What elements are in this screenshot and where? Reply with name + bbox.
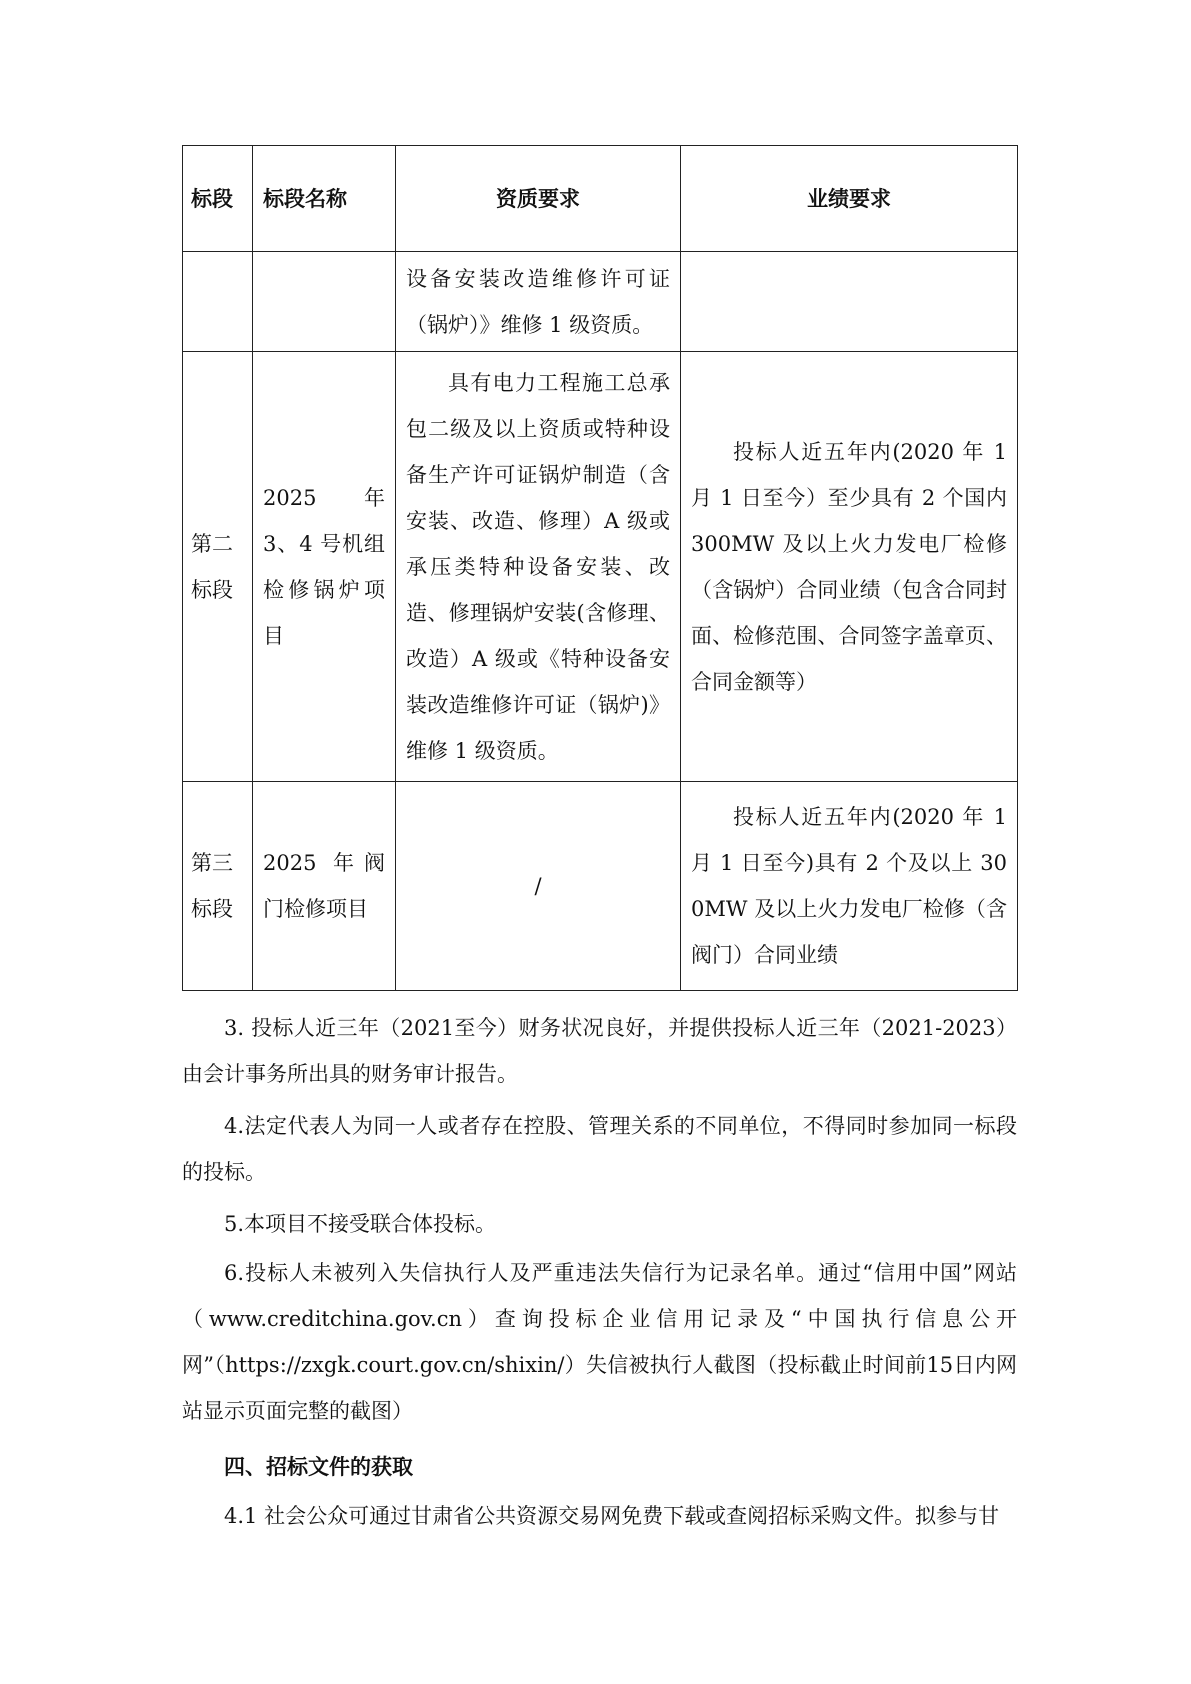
paragraph-4: 4.法定代表人为同一人或者存在控股、管理关系的不同单位，不得同时参加同一标段的投标。 <box>182 1114 1017 1184</box>
cell-performance: 投标人近五年内(2020 年 1 月 1 日至今）至少具有 2 个国内 300MW 及以上火力发电厂检修（含锅炉）合同业绩（包含合同封面、检修范围、合同签字盖章页、合同金额等） <box>681 352 1018 782</box>
cell-name: 2025 年 3、4 号机组检修锅炉项目 <box>253 352 396 782</box>
cell-qualification: / <box>396 782 681 991</box>
header-section: 标段 <box>183 146 253 252</box>
header-performance: 业绩要求 <box>681 146 1018 252</box>
table-row <box>183 352 1018 782</box>
table-row <box>183 252 1018 352</box>
table-row <box>183 782 1018 991</box>
qualification-table <box>182 145 1018 991</box>
header-name: 标段名称 <box>253 146 396 252</box>
cell-section: 第二标段 <box>183 352 253 782</box>
header-qualification: 资质要求 <box>396 146 681 252</box>
paragraph-4-1: 4.1 社会公众可通过甘肃省公共资源交易网免费下载或查阅招标采购文件。拟参与甘 <box>224 1504 1000 1528</box>
paragraph-6: 6.投标人未被列入失信执行人及严重违法失信行为记录名单。通过“信用中国”网站（www.creditchina.gov.cn）查询投标企业信用记录及“中国执行信息公开网”（https://zxgk.court.gov.cn/shixin/）失信被执行人截图（投标截止时间前15日内网站显示页面完整的截图） <box>182 1261 1017 1423</box>
cell-name: 2025 年阀门检修项目 <box>253 782 396 991</box>
cell-performance: 投标人近五年内(2020 年 1 月 1 日至今)具有 2 个及以上 300MW 及以上火力发电厂检修（含阀门）合同业绩 <box>681 782 1018 991</box>
cell-section: 第三标段 <box>183 782 253 991</box>
cell-qualification: 具有电力工程施工总承包二级及以上资质或特种设备生产许可证锅炉制造（含安装、改造、修理）A 级或承压类特种设备安装、改造、修理锅炉安装(含修理、改造）A 级或《特种设备安装改造维修许可证（锅炉)》维修 1 级资质。 <box>396 352 681 782</box>
table-header-row <box>183 146 1018 252</box>
cell-qualification: 设备安装改造维修许可证（锅炉）》维修 1 级资质。 <box>396 252 681 352</box>
section-heading-4: 四、招标文件的获取 <box>224 1455 413 1479</box>
paragraph-3: 3. 投标人近三年（2021至今）财务状况良好，并提供投标人近三年（2021-2023）由会计事务所出具的财务审计报告。 <box>182 1016 1017 1086</box>
cell-performance <box>681 252 1018 352</box>
cell-section <box>183 252 253 352</box>
cell-name <box>253 252 396 352</box>
paragraph-5: 5.本项目不接受联合体投标。 <box>224 1212 497 1236</box>
